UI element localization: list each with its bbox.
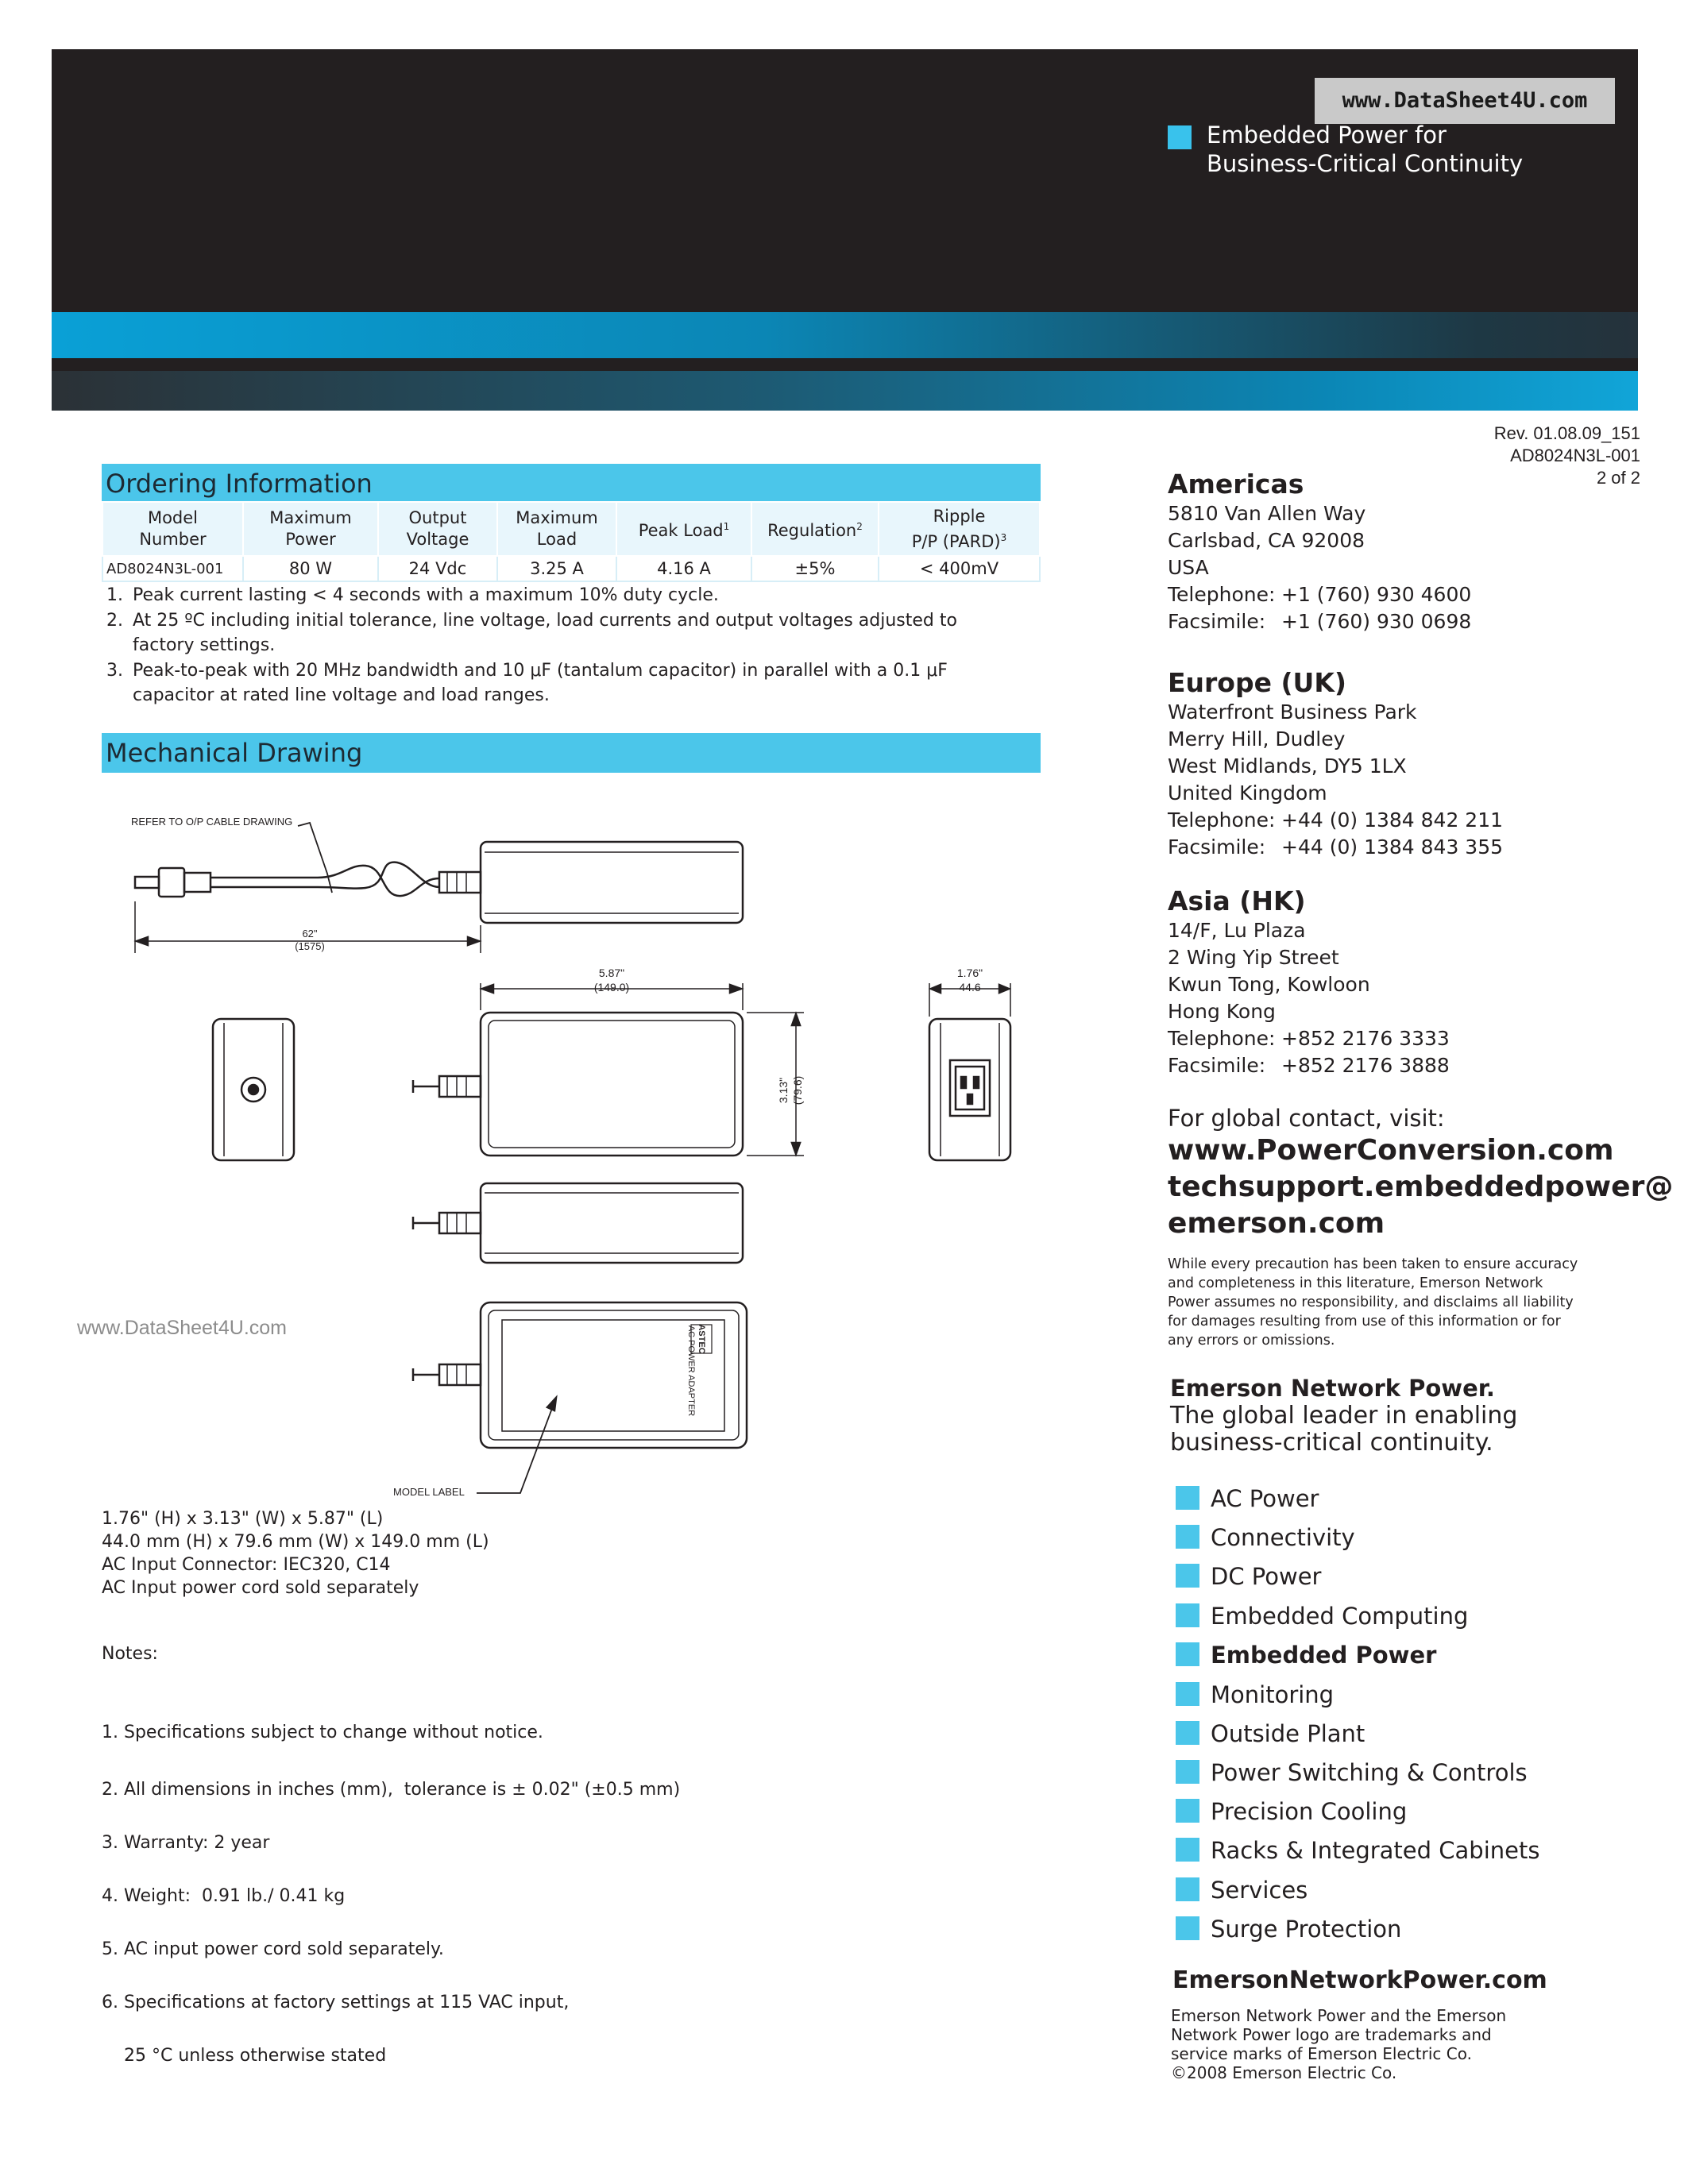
trademark-line: ©2008 Emerson Electric Co. xyxy=(1171,2063,1397,2082)
fax-number: +44 (0) 1384 843 355 xyxy=(1281,835,1504,859)
table-cell-model: AD8024N3L-001 xyxy=(102,556,243,581)
phone-line xyxy=(1168,1025,1644,1052)
length-inch: 5.87" xyxy=(598,967,625,979)
model-label-callout: MODEL LABEL xyxy=(393,1486,465,1498)
note: 1. Specifications subject to change without notice. xyxy=(102,1723,543,1742)
phone-label: Telephone: xyxy=(1168,808,1276,832)
spec-line: AC Input power cord sold separately xyxy=(102,1578,419,1598)
label-text: AC POWER ADAPTER xyxy=(686,1325,696,1417)
product-square-icon xyxy=(1176,1760,1199,1784)
phone-line xyxy=(1168,581,1644,608)
product-label: AC Power xyxy=(1211,1485,1319,1512)
disclaimer: While every precaution has been taken to ensure accuracy and completeness in this literature, Emerson Network Power assumes no responsibility, and disclaims all liability for damages resulting from use of this information or for any errors or omissions. xyxy=(1168,1256,1578,1349)
height-inch: 1.76" xyxy=(956,967,983,979)
page-number: 2 of 2 xyxy=(1596,468,1640,488)
product-label: Racks & Integrated Cabinets xyxy=(1211,1837,1540,1864)
phone-number: +852 2176 3333 xyxy=(1281,1027,1450,1050)
product-square-icon xyxy=(1176,1721,1199,1745)
brand-name: Emerson Network Power. xyxy=(1170,1375,1495,1402)
address-line: Hong Kong xyxy=(1168,1000,1276,1023)
product-label-highlighted: Embedded Power xyxy=(1211,1642,1437,1669)
fax-label: Facsimile: xyxy=(1168,610,1266,633)
footnote-ref: 1 xyxy=(723,521,730,532)
mechanical-heading: Mechanical Drawing xyxy=(102,733,1041,773)
cable-note: REFER TO O/P CABLE DRAWING xyxy=(131,816,293,828)
column-header-text: Peak Load$^1$ xyxy=(638,521,730,540)
address-line: 5810 Van Allen Way xyxy=(1168,502,1366,525)
notes-title: Notes: xyxy=(102,1644,158,1664)
product-label: Monitoring xyxy=(1211,1681,1335,1708)
product-square-icon xyxy=(1176,1603,1199,1627)
footer-website-link[interactable]: EmersonNetworkPower.com xyxy=(1172,1966,1547,1994)
column-header-text: Maximum Load xyxy=(516,508,598,549)
product-label: Surge Protection xyxy=(1211,1916,1402,1943)
fax-label: Facsimile: xyxy=(1168,835,1266,859)
cable-length-mm: (1575) xyxy=(295,940,325,952)
address-line: USA xyxy=(1168,556,1209,579)
cable-assembly xyxy=(135,823,743,953)
length-mm: (149.0) xyxy=(593,981,630,994)
address xyxy=(1168,699,1644,861)
region-europe xyxy=(1168,667,1644,861)
product-square-icon xyxy=(1176,1564,1199,1588)
phone-line xyxy=(1168,807,1644,834)
trademark-line: Network Power logo are trademarks and xyxy=(1171,2025,1492,2044)
top-view xyxy=(413,983,804,1156)
fax-line xyxy=(1168,834,1644,861)
brand-slogan: The global leader in enabling xyxy=(1170,1402,1518,1430)
width-inch: 3.13" xyxy=(777,1077,790,1104)
address-line: Kwun Tong, Kowloon xyxy=(1168,973,1370,996)
region-asia xyxy=(1168,886,1644,1079)
brand-slogan: business-critical continuity. xyxy=(1170,1429,1493,1457)
table-cell: 3.25 A xyxy=(497,556,616,581)
column-header-text: Model Number xyxy=(139,508,207,549)
column-header-text: Regulation$^2$ xyxy=(767,521,863,540)
product-label: DC Power xyxy=(1211,1563,1322,1590)
tagline-line: Embedded Power for xyxy=(1207,122,1447,149)
note: 5. AC input power cord sold separately. xyxy=(102,1939,444,1959)
region-americas xyxy=(1168,469,1644,635)
table-cell: 24 Vdc xyxy=(378,556,497,581)
trademark-line: Emerson Network Power and the Emerson xyxy=(1171,2006,1507,2025)
region-title: Europe (UK) xyxy=(1168,667,1347,698)
footnote: 3. Peak-to-peak with 20 MHz bandwidth and 10 μF (tantalum capacitor) in parallel with a 0.1 μF capacitor at rated line voltage and load ranges. xyxy=(106,660,948,705)
footnote-ref: 2 xyxy=(856,521,863,532)
input-end-view xyxy=(929,983,1010,1160)
footnote-text: Peak current lasting < 4 seconds with a maximum 10% duty cycle. xyxy=(133,585,719,605)
note: 6. Specifications at factory settings at 115 VAC input, xyxy=(102,1993,570,2012)
table-cell: 80 W xyxy=(243,556,378,581)
note: 2. All dimensions in inches (mm), tolerance is ± 0.02" (±0.5 mm) xyxy=(102,1780,681,1800)
address xyxy=(1168,500,1644,635)
footnote: 2. At 25 ºC including initial tolerance, line voltage, load currents and output voltages adjusted to factory settings. xyxy=(106,610,957,655)
contact-intro: For global contact, visit: xyxy=(1168,1105,1445,1132)
column-header-text: Output Voltage xyxy=(406,508,469,549)
trademark-line: service marks of Emerson Electric Co. xyxy=(1171,2044,1472,2063)
trademark-notice xyxy=(1171,2006,1584,2082)
product-label: Precision Cooling xyxy=(1211,1798,1408,1825)
footnote-ref: 3 xyxy=(1000,531,1007,543)
fax-label: Facsimile: xyxy=(1168,1054,1266,1077)
address-line: Carlsbad, CA 92008 xyxy=(1168,529,1365,552)
fax-line xyxy=(1168,608,1644,635)
tagline-line: Business-Critical Continuity xyxy=(1207,150,1524,177)
column-header-text: Maximum Power xyxy=(269,508,352,549)
fax-line xyxy=(1168,1052,1644,1079)
footnote: 1. Peak current lasting < 4 seconds with a maximum 10% duty cycle. xyxy=(106,585,719,605)
height-label xyxy=(946,966,994,994)
email-link-continued[interactable]: emerson.com xyxy=(1168,1207,1385,1240)
product-square-icon xyxy=(1176,1525,1199,1549)
address-line: Merry Hill, Dudley xyxy=(1168,727,1346,751)
email-link[interactable]: techsupport.embeddedpower@ xyxy=(1168,1171,1674,1203)
product-square-icon xyxy=(1176,1799,1199,1823)
width-mm: (79.6) xyxy=(791,1075,804,1106)
revision-number: Rev. 01.08.09_151 xyxy=(1493,423,1640,443)
spec-line: 1.76" (H) x 3.13" (W) x 5.87" (L) xyxy=(102,1509,384,1529)
product-label: Outside Plant xyxy=(1211,1720,1365,1747)
phone-number: +1 (760) 930 4600 xyxy=(1281,583,1472,606)
address-line: Waterfront Business Park xyxy=(1168,700,1417,723)
address-line: 14/F, Lu Plaza xyxy=(1168,919,1306,942)
width-label xyxy=(776,1059,805,1122)
footnote-text: At 25 ºC including initial tolerance, line voltage, load currents and output voltages adjusted to factory settings. xyxy=(133,610,957,655)
brand-block xyxy=(1170,1374,1631,1457)
product-label: Services xyxy=(1211,1877,1308,1904)
dimension-specs xyxy=(102,1507,489,1599)
watermark-side: www.DataSheet4U.com xyxy=(77,1317,288,1339)
watermark-badge: www.DataSheet4U.com xyxy=(1315,78,1615,124)
spec-line: AC Input Connector: IEC320, C14 xyxy=(102,1555,391,1575)
address xyxy=(1168,917,1644,1079)
cable-length-label xyxy=(294,928,326,953)
product-square-icon xyxy=(1176,1877,1199,1901)
output-end-view xyxy=(213,1019,294,1160)
phone-label: Telephone: xyxy=(1168,583,1276,606)
product-square-icon xyxy=(1176,1642,1199,1666)
column-header-text: Ripple P/P (PARD)$^3$ xyxy=(911,506,1007,551)
fax-number: +1 (760) 930 0698 xyxy=(1281,610,1472,633)
note: 25 °C unless otherwise stated xyxy=(102,2046,387,2066)
footnote-text: Peak-to-peak with 20 MHz bandwidth and 10 μF (tantalum capacitor) in parallel with a 0.1 μF capacitor at rated line voltage and load ranges. xyxy=(133,660,948,705)
fax-number: +852 2176 3888 xyxy=(1281,1054,1450,1077)
address-line: West Midlands, DY5 1LX xyxy=(1168,754,1407,778)
region-title: Asia (HK) xyxy=(1168,886,1306,916)
contact-links xyxy=(1168,1133,1674,1242)
notes-list xyxy=(102,1688,680,2082)
website-link[interactable]: www.PowerConversion.com xyxy=(1168,1134,1614,1167)
side-view xyxy=(413,1183,743,1263)
phone-label: Telephone: xyxy=(1168,1027,1276,1050)
product-square-icon xyxy=(1176,1916,1199,1940)
product-square-icon xyxy=(1176,1486,1199,1510)
product-label: Connectivity xyxy=(1211,1524,1355,1551)
note: 3. Warranty: 2 year xyxy=(102,1833,270,1853)
spec-line: 44.0 mm (H) x 79.6 mm (W) x 149.0 mm (L) xyxy=(102,1532,489,1552)
table-cell: < 400mV xyxy=(879,556,1040,581)
product-square-icon xyxy=(1176,1682,1199,1706)
product-label: Embedded Computing xyxy=(1211,1603,1469,1630)
cable-length: 62" xyxy=(302,928,318,940)
length-label xyxy=(580,966,643,994)
product-label: Power Switching & Controls xyxy=(1211,1759,1528,1786)
brand-mark: ASTEC xyxy=(697,1324,706,1354)
note: 4. Weight: 0.91 lb./ 0.41 kg xyxy=(102,1886,346,1906)
table-cell: ±5% xyxy=(751,556,879,581)
phone-number: +44 (0) 1384 842 211 xyxy=(1281,808,1504,832)
table-cell: 4.16 A xyxy=(616,556,751,581)
address-line: United Kingdom xyxy=(1168,781,1327,805)
address-line: 2 Wing Yip Street xyxy=(1168,946,1339,969)
document-id: AD8024N3L-001 xyxy=(1510,446,1640,465)
region-title: Americas xyxy=(1168,469,1304,500)
height-mm: 44.6 xyxy=(959,981,981,994)
ordering-heading: Ordering Information xyxy=(102,464,1041,504)
product-square-icon xyxy=(1176,1838,1199,1862)
